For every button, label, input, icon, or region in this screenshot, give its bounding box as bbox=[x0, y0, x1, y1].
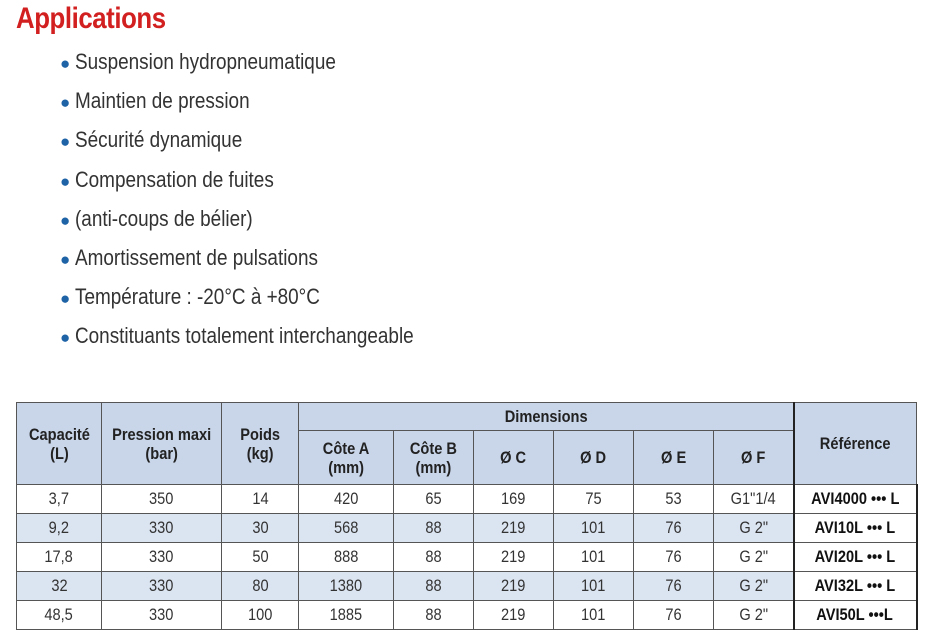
cell-capacite: 48,5 bbox=[17, 601, 102, 630]
header-cote-b: Côte B (mm) bbox=[394, 431, 474, 485]
cell-cote-a: 1885 bbox=[299, 601, 394, 630]
cell-diam-c: 219 bbox=[474, 601, 554, 630]
bullet-icon: ● bbox=[60, 328, 71, 348]
table-row bbox=[17, 514, 917, 543]
cell-pression: 350 bbox=[102, 485, 222, 514]
bullet-icon: ● bbox=[60, 132, 71, 152]
header-cote-a: Côte A (mm) bbox=[299, 431, 394, 485]
cell-diam-f: G 2" bbox=[714, 601, 794, 630]
list-item: ● Maintien de pression bbox=[60, 83, 469, 122]
header-diam-f: Ø F bbox=[714, 431, 794, 485]
cell-cote-b: 88 bbox=[394, 543, 474, 572]
cell-poids: 80 bbox=[222, 572, 299, 601]
cell-diam-e: 76 bbox=[634, 543, 714, 572]
list-item: ● Amortissement de pulsations bbox=[60, 240, 469, 279]
cell-pression: 330 bbox=[102, 543, 222, 572]
cell-reference: AVI50L •••L bbox=[794, 601, 917, 630]
table-row bbox=[17, 572, 917, 601]
header-pression: Pression maxi (bar) bbox=[102, 403, 222, 485]
header-poids: Poids (kg) bbox=[222, 403, 299, 485]
cell-poids: 50 bbox=[222, 543, 299, 572]
list-item: ● Suspension hydropneumatique bbox=[60, 44, 469, 83]
applications-list bbox=[60, 44, 469, 358]
header-diam-e: Ø E bbox=[634, 431, 714, 485]
cell-pression: 330 bbox=[102, 601, 222, 630]
cell-diam-f: G 2" bbox=[714, 543, 794, 572]
table-row bbox=[17, 543, 917, 572]
cell-capacite: 3,7 bbox=[17, 485, 102, 514]
list-item: ● Compensation de fuites bbox=[60, 162, 469, 201]
cell-cote-a: 568 bbox=[299, 514, 394, 543]
cell-capacite: 17,8 bbox=[17, 543, 102, 572]
cell-cote-b: 65 bbox=[394, 485, 474, 514]
bullet-icon: ● bbox=[60, 171, 71, 191]
section-title: Applications bbox=[16, 2, 166, 35]
cell-reference: AVI32L ••• L bbox=[794, 572, 917, 601]
list-item: ● Constituants totalement interchangeable bbox=[60, 318, 469, 357]
list-item: ● (anti-coups de bélier) bbox=[60, 201, 469, 240]
cell-diam-d: 101 bbox=[554, 572, 634, 601]
cell-cote-a: 420 bbox=[299, 485, 394, 514]
table-row bbox=[17, 601, 917, 630]
cell-cote-b: 88 bbox=[394, 572, 474, 601]
cell-poids: 100 bbox=[222, 601, 299, 630]
cell-diam-c: 169 bbox=[474, 485, 554, 514]
cell-cote-b: 88 bbox=[394, 514, 474, 543]
table-row bbox=[17, 485, 917, 514]
cell-diam-c: 219 bbox=[474, 572, 554, 601]
cell-poids: 14 bbox=[222, 485, 299, 514]
cell-pression: 330 bbox=[102, 514, 222, 543]
cell-pression: 330 bbox=[102, 572, 222, 601]
cell-poids: 30 bbox=[222, 514, 299, 543]
cell-reference: AVI20L ••• L bbox=[794, 543, 917, 572]
cell-diam-d: 101 bbox=[554, 543, 634, 572]
header-reference: Référence bbox=[794, 403, 917, 485]
cell-diam-f: G 2" bbox=[714, 572, 794, 601]
cell-diam-f: G 2" bbox=[714, 514, 794, 543]
cell-diam-c: 219 bbox=[474, 514, 554, 543]
header-capacite: Capacité (L) bbox=[17, 403, 102, 485]
bullet-icon: ● bbox=[60, 210, 71, 230]
cell-capacite: 32 bbox=[17, 572, 102, 601]
bullet-icon: ● bbox=[60, 54, 71, 73]
cell-diam-c: 219 bbox=[474, 543, 554, 572]
cell-cote-a: 1380 bbox=[299, 572, 394, 601]
cell-diam-d: 75 bbox=[554, 485, 634, 514]
cell-diam-f: G1"1/4 bbox=[714, 485, 794, 514]
bullet-icon: ● bbox=[60, 289, 71, 309]
bullet-icon: ● bbox=[60, 93, 71, 113]
cell-capacite: 9,2 bbox=[17, 514, 102, 543]
cell-diam-e: 76 bbox=[634, 601, 714, 630]
cell-reference: AVI10L ••• L bbox=[794, 514, 917, 543]
list-item: ● Température : -20°C à +80°C bbox=[60, 279, 469, 318]
specifications-table bbox=[16, 402, 918, 630]
header-diam-c: Ø C bbox=[474, 431, 554, 485]
header-dimensions: Dimensions bbox=[299, 403, 794, 431]
cell-reference: AVI4000 ••• L bbox=[794, 485, 917, 514]
cell-cote-a: 888 bbox=[299, 543, 394, 572]
cell-diam-e: 76 bbox=[634, 572, 714, 601]
cell-cote-b: 88 bbox=[394, 601, 474, 630]
cell-diam-e: 76 bbox=[634, 514, 714, 543]
list-item: ● Sécurité dynamique bbox=[60, 122, 469, 161]
cell-diam-d: 101 bbox=[554, 514, 634, 543]
cell-diam-d: 101 bbox=[554, 601, 634, 630]
cell-diam-e: 53 bbox=[634, 485, 714, 514]
header-diam-d: Ø D bbox=[554, 431, 634, 485]
bullet-icon: ● bbox=[60, 249, 71, 269]
